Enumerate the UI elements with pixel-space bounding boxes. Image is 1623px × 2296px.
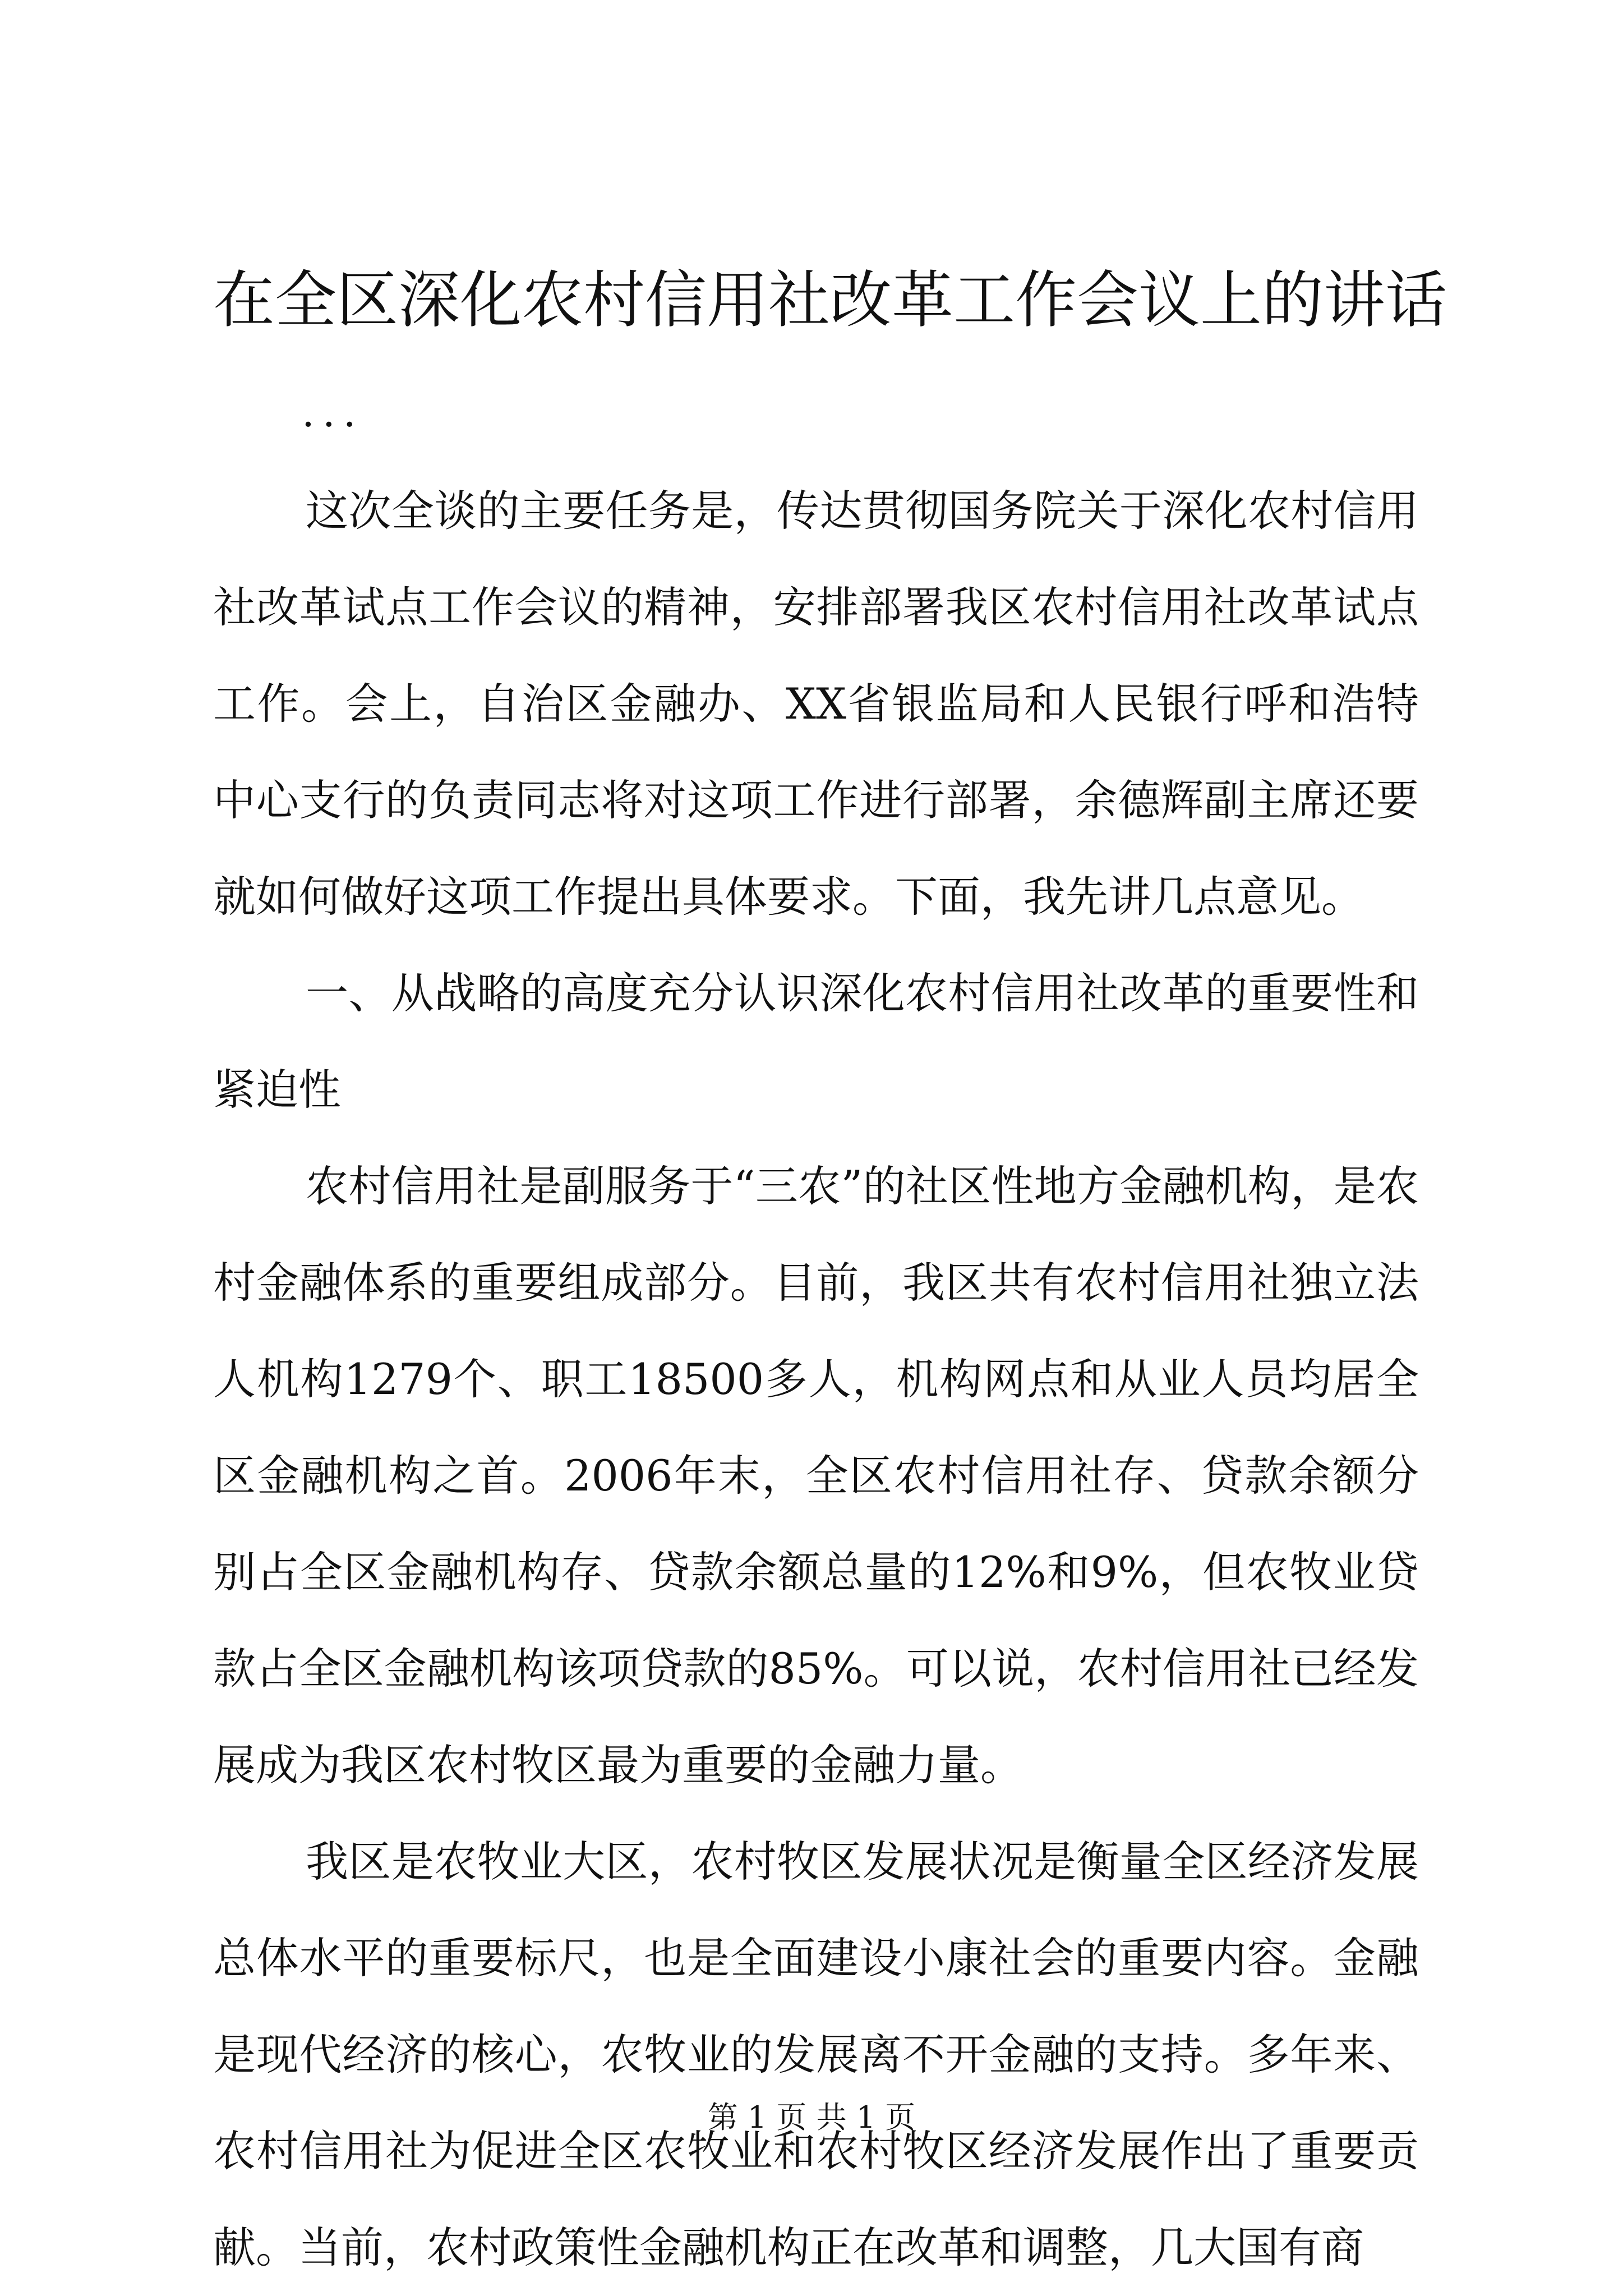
paragraph-agriculture-region: 我区是农牧业大区，农村牧区发展状况是衡量全区经济发展总体水平的重要标尺，也是全面建设小康社会的重要内容。金融是现代经济的核心，农牧业的发展离不开金融的支持。多年来、农村信用社为促进全区农牧业和农村牧区经济发展作出了重要贡献。当前，农村政策性金融机构正在改革和调整，几大国有商 bbox=[213, 1837, 1419, 2272]
document-title: 在全区深化农村信用社改革工作会议上的讲话 bbox=[213, 264, 1447, 336]
document-body bbox=[213, 463, 1419, 2296]
paragraph-rcc-overview: 农村信用社是副服务于“三农”的社区性地方金融机构，是农村金融体系的重要组成部分。目前，我区共有农村信用社独立法人机构1279个、职工18500多人，机构网点和从业人员均居全区金融机构之首。2006年末，全区农村信用社存、贷款余额分别占全区金融机构存、贷款余额总量的12%和9%，但农牧业贷款占全区金融机构该项贷款的85%。可以说，农村信用社已经发展成为我区农村牧区最为重要的金融力量。 bbox=[213, 1161, 1419, 1790]
ellipsis-marker: ... bbox=[302, 389, 364, 436]
paragraph-intro: 这次全谈的主要任务是，传达贯彻国务院关于深化农村信用社改革试点工作会议的精神，安排部署我区农村信用社改革试点工作。会上，自治区金融办、XX省银监局和人民银行呼和浩特中心支行的负责同志将对这项工作进行部署，余德辉副主席还要就如何做好这项工作提出具体要求。下面，我先讲几点意见。 bbox=[213, 486, 1419, 922]
section-heading-1: 一、从战略的高度充分认识深化农村信用社改革的重要性和紧迫性 bbox=[213, 968, 1419, 1115]
page-footer: 第 1 页 共 1 页 bbox=[707, 2100, 916, 2135]
